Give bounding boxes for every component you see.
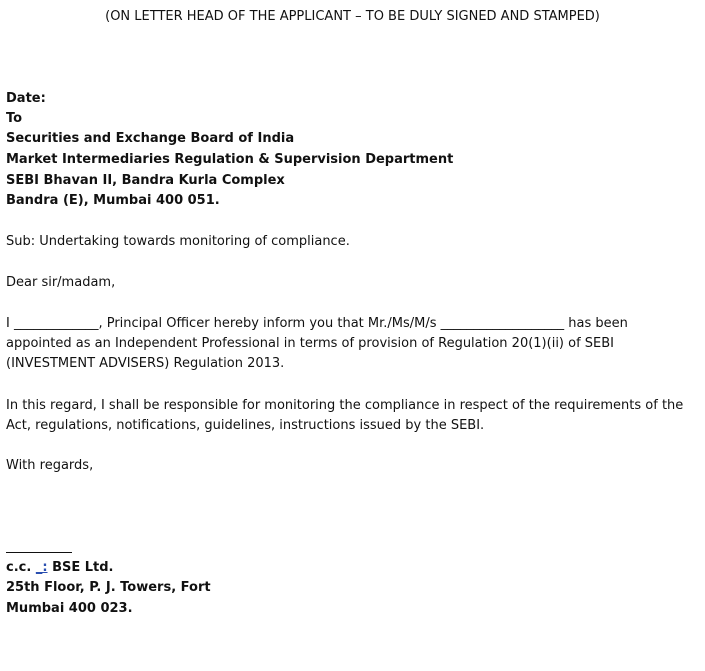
subject-line: Sub: Undertaking towards monitoring of compliance. <box>6 234 350 249</box>
body-paragraph-2: In this regard, I shall be responsible for monitoring the compliance in respect of the requirements of the Act, regulations, notifications, guidelines, instructions issued by the SEBI. <box>6 398 684 433</box>
recipient-line-2: Market Intermediaries Regulation & Supervision Department <box>6 152 454 167</box>
cc-name: BSE Ltd. <box>52 560 114 575</box>
recipient-line-3: SEBI Bhavan II, Bandra Kurla Complex <box>6 173 285 188</box>
letterhead-instruction: (ON LETTER HEAD OF THE APPLICANT – TO BE DULY SIGNED AND STAMPED) <box>105 9 600 24</box>
recipient-line-4: Bandra (E), Mumbai 400 051. <box>6 193 220 208</box>
salutation: Dear sir/madam, <box>6 275 116 290</box>
to-label: To <box>6 111 23 126</box>
cc-mark: _: <box>35 560 48 575</box>
recipient-line-1: Securities and Exchange Board of India <box>6 131 295 146</box>
cc-prefix: c.c. <box>6 560 32 575</box>
date-label: Date: <box>6 91 46 106</box>
cc-address-line-2: Mumbai 400 023. <box>6 601 133 616</box>
body-paragraph-1: I _____________, Principal Officer hereby inform you that Mr./Ms/M/s ___________________ has been appointed as an Independent Professional in terms of provision of Regulation 20(1)(ii) of SEBI (INVESTMENT ADVISERS) Regulation 2013. <box>6 316 628 371</box>
closing: With regards, <box>6 458 94 473</box>
cc-line <box>6 559 113 577</box>
cc-address-line-1: 25th Floor, P. J. Towers, Fort <box>6 580 211 595</box>
signature-line <box>6 552 72 553</box>
